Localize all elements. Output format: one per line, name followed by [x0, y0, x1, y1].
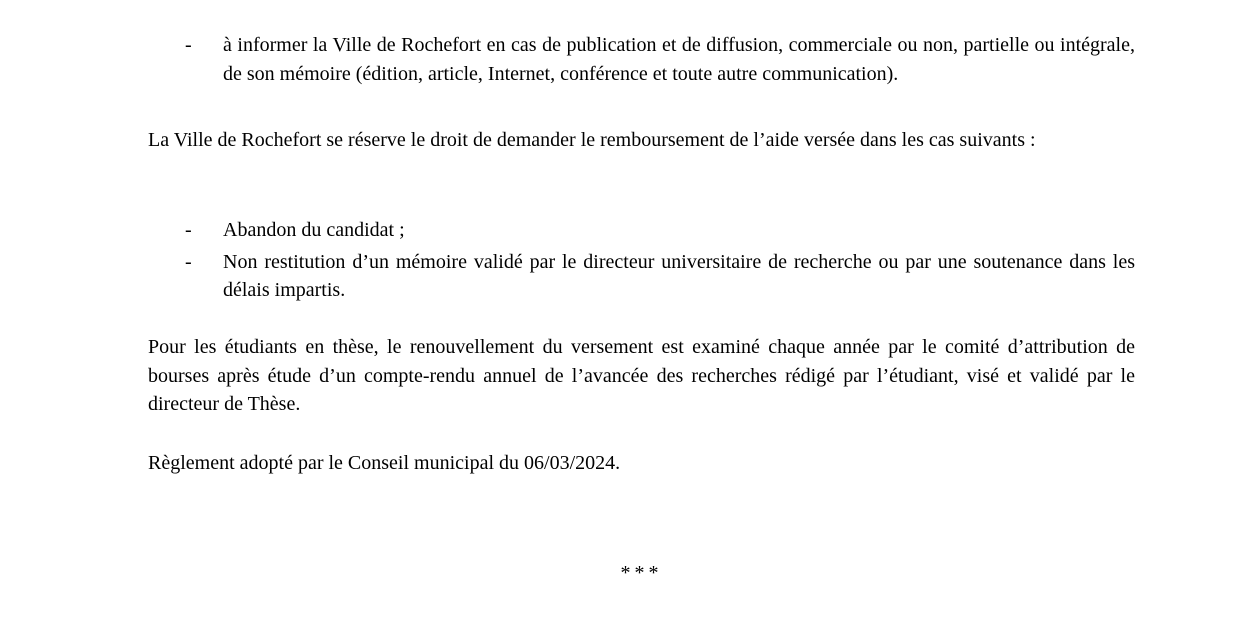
bullet-text: Abandon du candidat ; — [223, 219, 405, 241]
bullet-list-obligations — [148, 31, 1135, 91]
paragraph-etudiants-these: Pour les étudiants en thèse, le renouvellement du versement est examiné chaque année par le comité d’attribution de bourses après étude d’un compte-rendu annuel de l’avancée des recherches rédigé par l’étudiant, visé et validé par le directeur de Thèse. — [148, 336, 1135, 415]
bullet-item — [148, 31, 1135, 88]
paragraph-reglement-adopte: Règlement adopté par le Conseil municipal du 06/03/2024. — [148, 452, 621, 474]
footer-asterisks: *** — [620, 562, 663, 584]
bullet-dash: - — [185, 34, 192, 56]
bullet-item — [148, 216, 1135, 245]
bullet-list-cas-remboursement — [148, 216, 1135, 308]
bullet-text: Non restitution d’un mémoire validé par le directeur universitaire de recherche ou par une soutenance dans les délais impartis. — [223, 250, 1135, 301]
bullet-item — [148, 248, 1135, 305]
bullet-dash: - — [185, 219, 192, 241]
bullet-dash: - — [185, 250, 192, 273]
paragraph-remboursement-intro: La Ville de Rochefort se réserve le droit de demander le remboursement de l’aide versée dans les cas suivants : — [148, 129, 1036, 151]
bullet-text: à informer la Ville de Rochefort en cas de publication et de diffusion, commerciale ou non, partielle ou intégrale, de son mémoire (édition, article, Internet, conférence et toute autre communication). — [223, 34, 1135, 85]
